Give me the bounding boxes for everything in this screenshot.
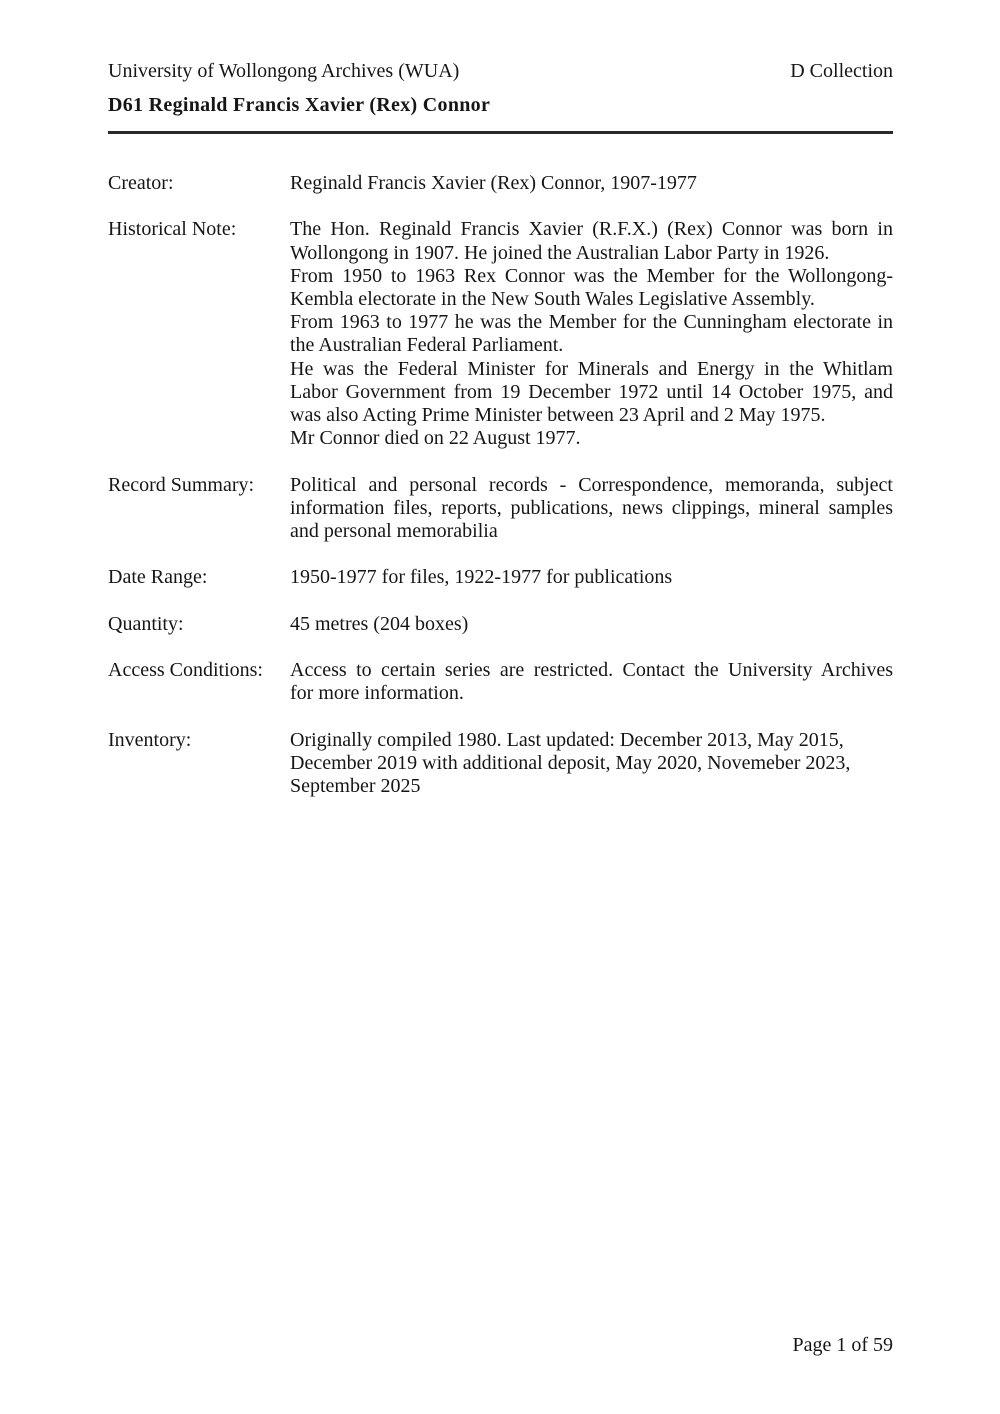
title-rule [108,131,893,134]
record-row [108,729,893,799]
text-line: information files, reports, publications, news clippings, mineral samples [290,496,893,519]
text-line: He was the Federal Minister for Minerals and Energy in the Whitlam [290,357,893,380]
record-label: Inventory: [108,728,192,751]
record-row [108,659,893,705]
page-number: Page 1 of 59 [792,1334,893,1356]
text-line: Reginald Francis Xavier (Rex) Connor, 1907-1977 [290,172,697,194]
record-label: Creator: [108,172,174,194]
record-label: Historical Note: [108,218,237,241]
text-line: the Australian Federal Parliament. [290,334,564,357]
record-row [108,566,893,589]
text-line: Political and personal records - Correspondence, memoranda, subject [290,473,893,496]
record-value [290,729,893,799]
text-line: for more information. [290,682,464,705]
text-line: Wollongong in 1907. He joined the Australian Labor Party in 1926. [290,241,830,264]
text-line: Originally compiled 1980. Last updated: December 2013, May 2015, [290,728,844,751]
header-left-text: University of Wollongong Archives (WUA) [108,60,460,82]
text-line: 45 metres (204 boxes) [290,612,469,635]
text-line: From 1950 to 1963 Rex Connor was the Member for the Wollongong- [290,264,893,287]
record-label: Date Range: [108,566,208,589]
record-value [290,659,893,705]
text-line: Mr Connor died on 22 August 1977. [290,427,581,450]
text-line: Labor Government from 19 December 1972 until 14 October 1975, and [290,380,893,403]
header-right-text: D Collection [790,60,893,82]
text-line: September 2025 [290,775,421,798]
record-value [290,613,893,636]
record-label: Record Summary: [108,473,255,496]
record-value [290,218,893,450]
text-line: December 2019 with additional deposit, May 2020, Novemeber 2023, [290,751,851,774]
page-header [108,60,893,83]
text-line: The Hon. Reginald Francis Xavier (R.F.X.) (Rex) Connor was born in [290,218,893,241]
record-row [108,474,893,544]
collection-title: D61 Reginald Francis Xavier (Rex) Connor [108,94,491,116]
record-value [290,566,893,589]
record-label: Quantity: [108,612,184,635]
record-value [290,474,893,544]
records-list [108,172,893,822]
text-line: From 1963 to 1977 he was the Member for the Cunningham electorate in [290,311,893,334]
text-line: Access to certain series are restricted. Contact the University Archives [290,659,893,682]
text-line: was also Acting Prime Minister between 23 April and 2 May 1975. [290,404,826,427]
text-line: 1950-1977 for files, 1922-1977 for publications [290,566,673,589]
record-label: Access Conditions: [108,659,263,682]
record-row [108,172,893,195]
record-row [108,218,893,450]
record-value [290,172,893,195]
text-line: and personal memorabilia [290,520,498,543]
record-row [108,613,893,636]
text-line: Kembla electorate in the New South Wales Legislative Assembly. [290,288,815,310]
